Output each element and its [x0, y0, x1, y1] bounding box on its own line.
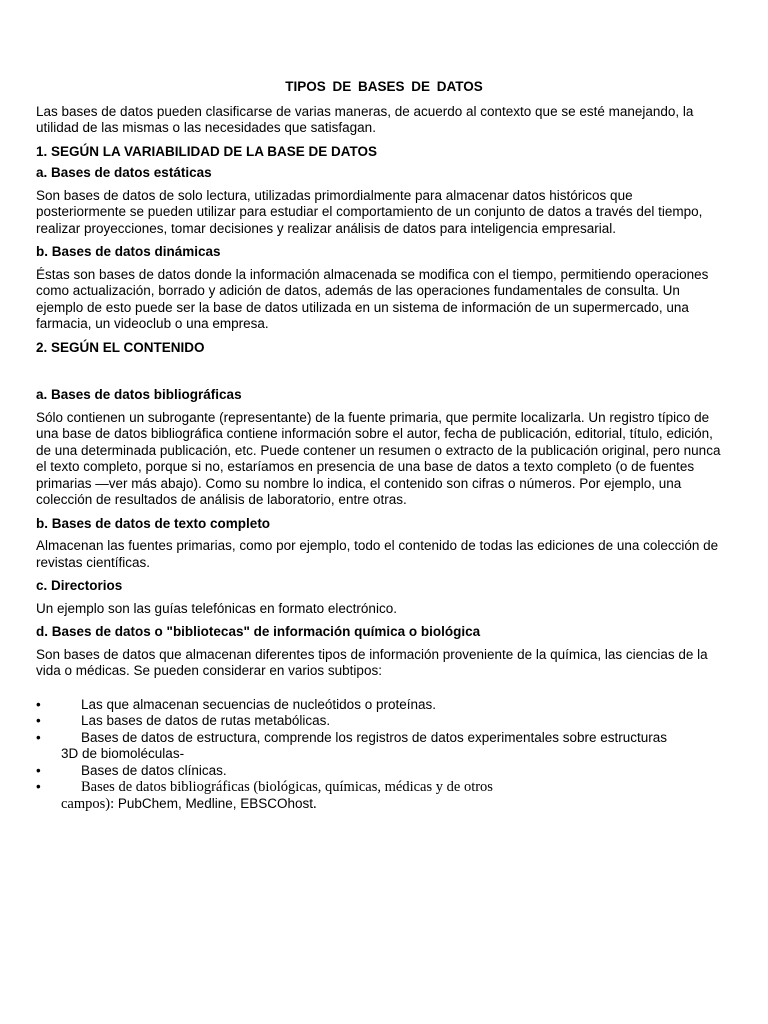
- section-2b-heading: b. Bases de datos de texto completo: [36, 515, 271, 531]
- section-2c-paragraph: Un ejemplo son las guías telefónicas en formato electrónico.: [36, 600, 397, 616]
- section-1a-paragraph: Son bases de datos de solo lectura, utilizadas primordialmente para almacenar datos históricos que posteriormente se pueden utilizar para estudiar el comportamiento de un conjunto de datos a través del tiempo, realizar proyecciones, tomar decisiones y realizar análisis de datos para inteligencia empresarial.: [36, 187, 703, 236]
- section-2b-paragraph: Almacenan las fuentes primarias, como por ejemplo, todo el contenido de todas las ediciones de una colección de revistas científicas.: [36, 538, 719, 570]
- subtypes-list: [36, 697, 726, 813]
- list-item-text: Bases de datos clínicas.: [81, 762, 227, 778]
- list-item: [36, 763, 726, 780]
- section-1b-paragraph: Éstas son bases de datos donde la información almacenada se modifica con el tiempo, permitiendo operaciones como actualización, borrado y adición de datos, además de las operaciones fundamentales de consulta. Un ejemplo de esto puede ser la base de datos utilizada en un sistema de información de un supermercado, una farmacia, un videoclub o una empresa.: [36, 266, 709, 331]
- list-item-continuation: [61, 796, 726, 813]
- bullet-icon: •: [36, 713, 41, 728]
- list-item: [36, 697, 726, 714]
- document-title: TIPOS DE BASES DE DATOS: [285, 79, 483, 94]
- section-2a-heading: a. Bases de datos bibliográficas: [36, 387, 242, 402]
- continuation-sans-text: PubChem, Medline, EBSCOhost: [114, 795, 313, 811]
- section-2d-paragraph: Son bases de datos que almacenan diferentes tipos de información proveniente de la química, las ciencias de la vida o médicas. Se pueden considerar en varios subtipos:: [36, 646, 708, 678]
- bullet-icon: •: [36, 779, 41, 794]
- section-1b-heading: b. Bases de datos dinámicas: [36, 244, 221, 259]
- spacer: [36, 361, 726, 387]
- list-item-text: Las bases de datos de rutas metabólicas.: [81, 713, 331, 728]
- section-2d-heading: d. Bases de datos o "bibliotecas" de información química o biológica: [36, 624, 481, 639]
- intro-paragraph: Las bases de datos pueden clasificarse de varias maneras, de acuerdo al contexto que se esté manejando, la utilidad de las mismas o las necesidades que satisfagan.: [36, 103, 694, 135]
- document-page: [36, 79, 726, 812]
- bullet-icon: •: [36, 696, 41, 712]
- list-item-text: Bases de datos bibliográficas (biológicas, químicas, médicas y de otros: [81, 779, 493, 795]
- section-1a-heading: a. Bases de datos estáticas: [36, 165, 212, 180]
- list-item: [36, 779, 726, 812]
- bullet-icon: •: [36, 729, 41, 745]
- section-1-heading: 1. SEGÚN LA VARIABILIDAD DE LA BASE DE DATOS: [36, 143, 378, 159]
- section-2-heading: 2. SEGÚN EL CONTENIDO: [36, 339, 205, 355]
- list-item-text: Las que almacenan secuencias de nucleótidos o proteínas.: [81, 696, 436, 712]
- section-2a-paragraph: Sólo contienen un subrogante (representante) de la fuente primaria, que permite localizarla. Un registro típico de una base de datos bibliográfica contiene información sobre el autor, fecha de publicación, editorial, título, edición, de una determinada publicación, etc. Puede contener un resumen o extracto de la publicación original, pero nunca el texto completo, porque si no, estaríamos en presencia de una base de datos a texto completo (o de fuentes primarias —ver más abajo). Como su nombre lo indica, el contenido son cifras o números. Por ejemplo, una colección de resultados de análisis de laboratorio, entre otras.: [36, 409, 721, 507]
- section-2c-heading: c. Directorios: [36, 578, 123, 593]
- continuation-serif-text: campos):: [61, 795, 115, 812]
- list-item-continuation: 3D de biomoléculas-: [61, 746, 185, 761]
- list-item-text: Bases de datos de estructura, comprende los registros de datos experimentales sobre estructuras: [81, 729, 668, 745]
- list-item: [36, 713, 726, 730]
- bullet-icon: •: [36, 762, 41, 778]
- continuation-end-text: .: [313, 795, 317, 812]
- list-item: [36, 730, 726, 763]
